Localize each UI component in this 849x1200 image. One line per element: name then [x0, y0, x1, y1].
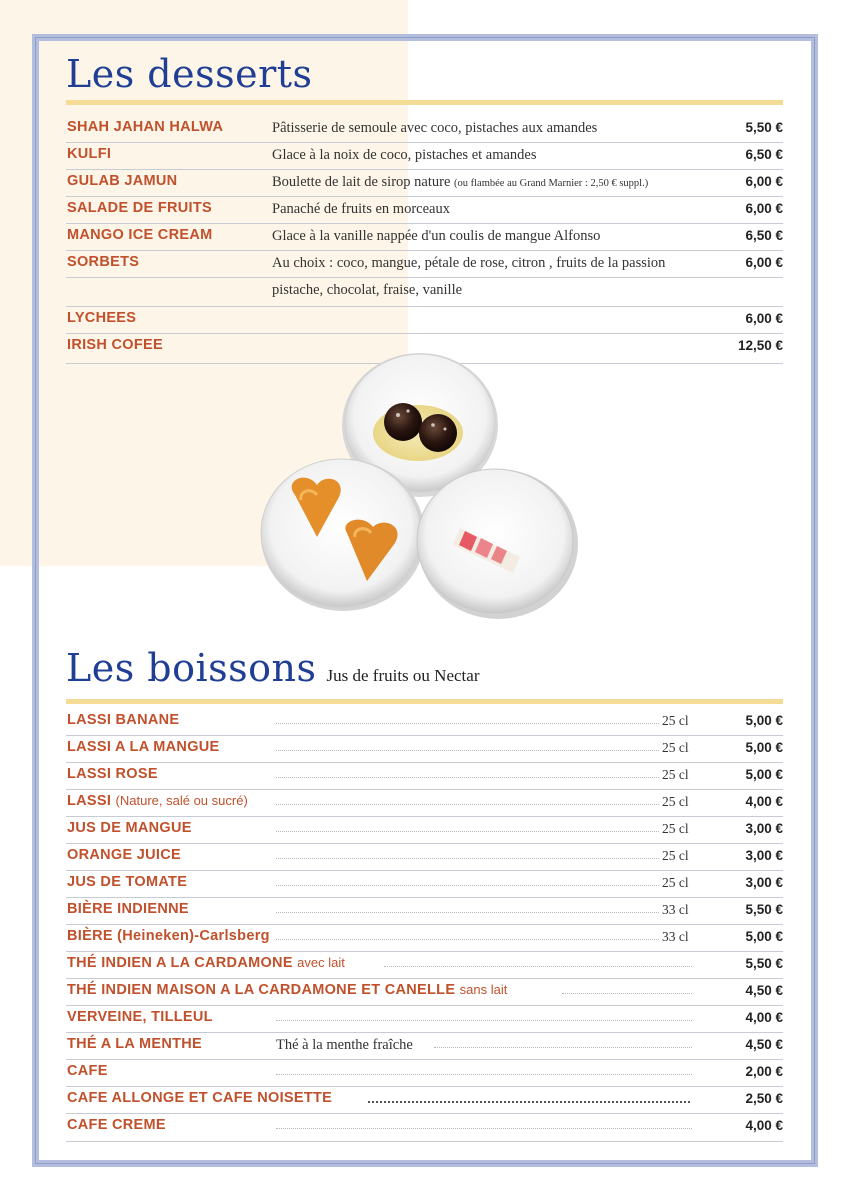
- dot-leader: [276, 885, 659, 886]
- dessert-name: IRISH COFEE: [67, 337, 163, 353]
- drink-price: 2,50 €: [745, 1091, 783, 1106]
- drink-name: BIÈRE INDIENNE: [67, 901, 189, 917]
- drink-volume: 25 cl: [662, 713, 689, 728]
- plate-halwa: [261, 459, 425, 611]
- desserts-title: Les desserts: [66, 52, 313, 96]
- drink-row: [66, 1087, 783, 1114]
- drink-price: 4,50 €: [745, 1037, 783, 1052]
- drink-note: sans lait: [459, 982, 508, 997]
- dessert-name: MANGO ICE CREAM: [67, 227, 213, 243]
- dot-leader: [434, 1047, 692, 1048]
- dessert-row: [66, 143, 783, 170]
- drink-row: [66, 763, 783, 790]
- dessert-name: KULFI: [67, 146, 112, 162]
- drink-name: THÉ INDIEN MAISON A LA CARDAMONE ET CANELLE sans lait: [67, 982, 508, 998]
- dessert-price: 12,50 €: [737, 338, 783, 353]
- dot-leader: [276, 723, 659, 724]
- drink-volume: 25 cl: [662, 875, 689, 890]
- desserts-photo: [255, 345, 580, 625]
- drink-volume: 33 cl: [662, 902, 689, 917]
- drink-row: [66, 736, 783, 763]
- dessert-name: SORBETS: [67, 254, 140, 270]
- drink-row: [66, 1033, 783, 1060]
- boissons-gold-rule: [66, 699, 783, 704]
- dessert-desc: Panaché de fruits en morceaux: [272, 201, 450, 217]
- dessert-row: [66, 197, 783, 224]
- drink-price: 4,00 €: [745, 1010, 783, 1025]
- dessert-price: 6,50 €: [745, 147, 783, 162]
- dessert-price: 6,00 €: [745, 311, 783, 326]
- drink-volume: 25 cl: [662, 794, 689, 809]
- dessert-desc: Au choix : coco, mangue, pétale de rose, citron , fruits de la passion: [272, 255, 666, 271]
- drink-volume: 25 cl: [662, 821, 689, 836]
- drink-volume: 25 cl: [662, 767, 689, 782]
- drink-name: LASSI ROSE: [67, 766, 158, 782]
- dot-leader: [276, 1128, 692, 1129]
- drink-name: CAFE CREME: [67, 1117, 166, 1133]
- dessert-row: [66, 307, 783, 334]
- dot-leader: [276, 858, 659, 859]
- drink-volume: 25 cl: [662, 740, 689, 755]
- drink-price: 2,00 €: [745, 1064, 783, 1079]
- dessert-name: LYCHEES: [67, 310, 137, 326]
- drink-row: [66, 1060, 783, 1087]
- dessert-price: 5,50 €: [745, 120, 783, 135]
- dessert-name: GULAB JAMUN: [67, 173, 178, 189]
- drink-row: [66, 817, 783, 844]
- boissons-subtitle: Jus de fruits ou Nectar: [326, 666, 480, 685]
- dot-leader: [384, 966, 692, 967]
- drink-row: [66, 898, 783, 925]
- dot-leader: [276, 777, 659, 778]
- drink-name: LASSI A LA MANGUE: [67, 739, 220, 755]
- dessert-desc: Boulette de lait de sirop nature (ou flambée au Grand Marnier : 2,50 € suppl.): [272, 174, 649, 190]
- drink-row: [66, 1114, 783, 1142]
- dessert-desc: Glace à la vanille nappée d'un coulis de mangue Alfonso: [272, 228, 601, 244]
- desserts-gold-rule: [66, 100, 783, 105]
- dessert-row: [66, 224, 783, 251]
- drink-name: THÉ INDIEN A LA CARDAMONE avec lait: [67, 955, 345, 971]
- drink-price: 5,00 €: [745, 740, 783, 755]
- dessert-desc: Pâtisserie de semoule avec coco, pistaches aux amandes: [272, 120, 598, 136]
- drink-price: 5,00 €: [745, 713, 783, 728]
- dessert-row: [66, 278, 783, 307]
- drink-price: 4,00 €: [745, 1118, 783, 1133]
- drink-price: 5,50 €: [745, 956, 783, 971]
- drink-note: (Nature, salé ou sucré): [115, 793, 248, 808]
- drink-row: [66, 979, 783, 1006]
- dot-leader: [276, 804, 659, 805]
- drink-price: 5,00 €: [745, 767, 783, 782]
- drink-volume: 33 cl: [662, 929, 689, 944]
- drink-row: [66, 844, 783, 871]
- drink-row: [66, 952, 783, 979]
- dessert-name: SHAH JAHAN HALWA: [67, 119, 224, 135]
- dessert-price: 6,00 €: [745, 201, 783, 216]
- dot-leader: [276, 1074, 692, 1075]
- drink-name: BIÈRE (Heineken)-Carlsberg: [67, 928, 270, 944]
- dot-leader: [276, 831, 659, 832]
- dessert-price: 6,00 €: [745, 174, 783, 189]
- dessert-price: 6,00 €: [745, 255, 783, 270]
- drink-price: 5,00 €: [745, 929, 783, 944]
- dessert-row: [66, 170, 783, 197]
- dessert-row: [66, 116, 783, 143]
- drink-name: VERVEINE, TILLEUL: [67, 1009, 213, 1025]
- dot-leader: [276, 939, 659, 940]
- dessert-desc: pistache, chocolat, fraise, vanille: [272, 282, 463, 298]
- boissons-title: Les boissons Jus de fruits ou Nectar: [66, 646, 480, 690]
- drink-volume: 25 cl: [662, 848, 689, 863]
- drink-row: [66, 790, 783, 817]
- dot-leader: [562, 993, 692, 994]
- drink-name: ORANGE JUICE: [67, 847, 181, 863]
- drink-desc: Thé à la menthe fraîche: [276, 1037, 413, 1053]
- drink-name: LASSI (Nature, salé ou sucré): [67, 793, 248, 809]
- drink-name: CAFE ALLONGE ET CAFE NOISETTE: [67, 1090, 333, 1106]
- drink-name: LASSI BANANE: [67, 712, 180, 728]
- drink-row: [66, 1006, 783, 1033]
- drink-price: 3,00 €: [745, 821, 783, 836]
- dot-leader: [276, 912, 659, 913]
- dessert-name: SALADE DE FRUITS: [67, 200, 212, 216]
- dessert-desc: Glace à la noix de coco, pistaches et amandes: [272, 147, 537, 163]
- drink-name: CAFE: [67, 1063, 108, 1079]
- dessert-row: [66, 251, 783, 278]
- dot-leader: [276, 1020, 692, 1021]
- dessert-note: (ou flambée au Grand Marnier : 2,50 € suppl.): [454, 178, 649, 189]
- drink-row: [66, 925, 783, 952]
- drink-price: 3,00 €: [745, 875, 783, 890]
- drink-price: 5,50 €: [745, 902, 783, 917]
- dot-leader: [368, 1101, 690, 1103]
- dessert-price: 6,50 €: [745, 228, 783, 243]
- drink-row: [66, 709, 783, 736]
- drink-note: avec lait: [297, 955, 345, 970]
- drink-name: JUS DE MANGUE: [67, 820, 192, 836]
- drink-price: 4,50 €: [745, 983, 783, 998]
- drink-name: JUS DE TOMATE: [67, 874, 188, 890]
- drink-price: 3,00 €: [745, 848, 783, 863]
- plate-kulfi: [417, 469, 578, 619]
- drink-name: THÉ A LA MENTHE: [67, 1036, 202, 1052]
- dot-leader: [276, 750, 659, 751]
- drink-row: [66, 871, 783, 898]
- drink-price: 4,00 €: [745, 794, 783, 809]
